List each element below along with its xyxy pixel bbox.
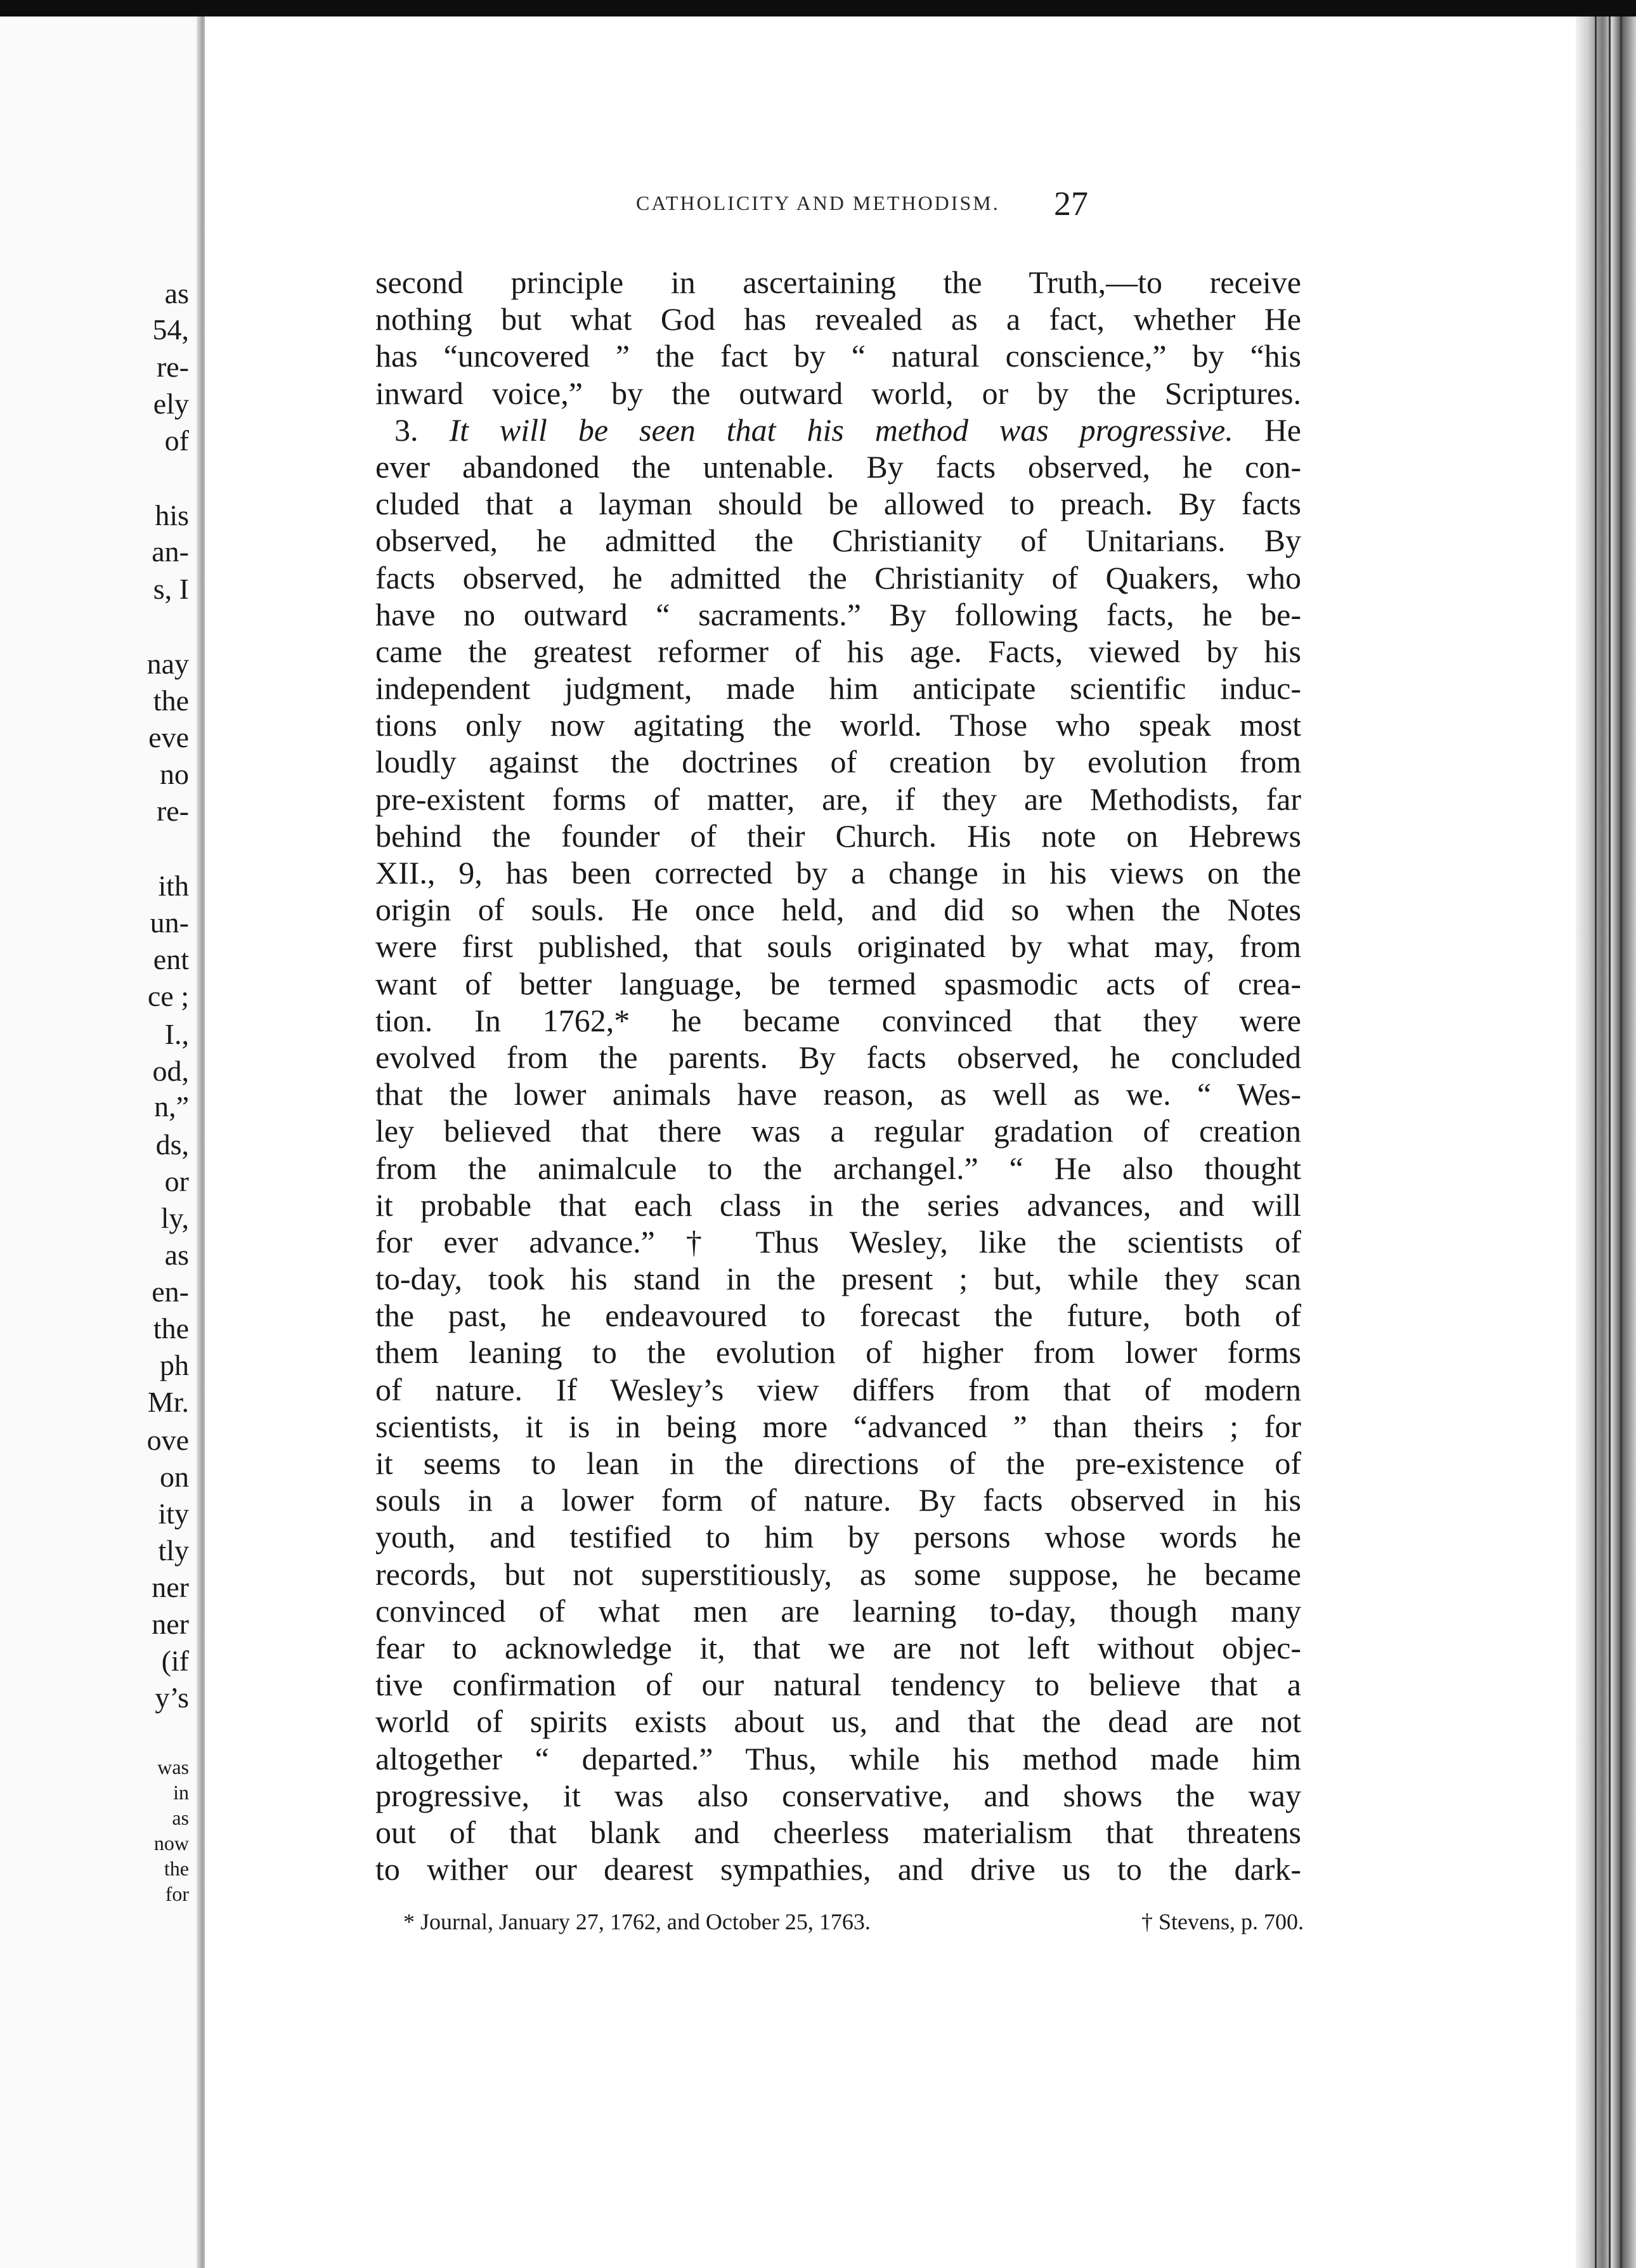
text-line: for ever advance.” † Thus Wesley, like the scientists of bbox=[375, 1223, 1301, 1260]
left-page-footnote-fragment: as bbox=[172, 1806, 189, 1829]
text-line: from the animalcule to the archangel.” “ He also thought bbox=[375, 1150, 1301, 1186]
paragraph-number: 3. bbox=[394, 412, 419, 448]
text-line: convinced of what men are learning to-day, though many bbox=[375, 1593, 1301, 1629]
text-line: world of spirits exists about us, and that the dead are not bbox=[375, 1704, 1301, 1740]
text-line: want of better language, be termed spasmodic acts of crea- bbox=[375, 965, 1301, 1001]
left-page-fragment: the bbox=[153, 1312, 189, 1345]
text-line: pre-existent forms of matter, are, if they are Methodists, far bbox=[375, 781, 1301, 817]
page-number: 27 bbox=[1054, 185, 1088, 223]
left-page-fragment: ity bbox=[158, 1497, 189, 1530]
left-page-footnote-fragment: was bbox=[157, 1756, 189, 1778]
footnotes bbox=[403, 1909, 1304, 1934]
text-line: facts observed, he admitted the Christianity of Quakers, who bbox=[375, 559, 1301, 596]
italic-thesis: It will be seen that his method was progressive. bbox=[449, 412, 1233, 448]
running-head: CATHOLICITY AND METHODISM. bbox=[636, 192, 1000, 214]
text-line: nothing but what God has revealed as a fact, whether He bbox=[375, 301, 1301, 337]
left-page-fragment: the bbox=[153, 684, 189, 717]
text-line: came the greatest reformer of his age. Facts, viewed by his bbox=[375, 633, 1301, 669]
left-page-fragment: tly bbox=[158, 1534, 189, 1567]
text-line: to-day, took his stand in the present ; but, while they scan bbox=[375, 1261, 1301, 1297]
text-line: youth, and testified to him by persons whose words he bbox=[375, 1519, 1301, 1555]
text-line: evolved from the parents. By facts observed, he concluded bbox=[375, 1039, 1301, 1075]
left-page-fragment: on bbox=[160, 1461, 189, 1493]
scan-top-edge bbox=[0, 0, 1636, 16]
text-line: ever abandoned the untenable. By facts observed, he con- bbox=[375, 448, 1301, 485]
left-page-fragment: Mr. bbox=[147, 1386, 189, 1418]
text-line: tive confirmation of our natural tendency to believe that a bbox=[375, 1667, 1301, 1703]
text-line: them leaning to the evolution of higher from lower forms bbox=[375, 1334, 1301, 1371]
left-page-fragment: s, I bbox=[153, 573, 189, 605]
text-line: behind the founder of their Church. His note on Hebrews bbox=[375, 818, 1301, 854]
paragraph-opening-line bbox=[375, 412, 1301, 448]
left-page-fragment: ent bbox=[153, 943, 189, 975]
text-line: tions only now agitating the world. Those who speak most bbox=[375, 707, 1301, 743]
left-page-fragment: ner bbox=[152, 1571, 189, 1603]
left-page-fragment: eve bbox=[148, 721, 189, 753]
left-page-footnote-fragment: in bbox=[173, 1781, 189, 1804]
left-page-fragment: ely bbox=[153, 388, 189, 420]
text-line: of nature. If Wesley’s view differs from that of modern bbox=[375, 1371, 1301, 1407]
text-line: has “uncovered ” the fact by “ natural conscience,” by “his bbox=[375, 338, 1301, 374]
left-page-fragment: en- bbox=[152, 1275, 189, 1308]
text-line: XII., 9, has been corrected by a change in his views on the bbox=[375, 855, 1301, 890]
left-page-footnote-fragment: now bbox=[153, 1832, 189, 1854]
left-page-fragment: od, bbox=[152, 1055, 189, 1087]
left-page-fragment: (if bbox=[161, 1645, 189, 1677]
text-line: it seems to lean in the directions of the pre-existence of bbox=[375, 1445, 1301, 1481]
footnote-journal: * Journal, January 27, 1762, and October 25, 1763. bbox=[403, 1909, 871, 1934]
left-page-fragment: or bbox=[164, 1165, 189, 1197]
text-line: tion. In 1762,* he became convinced that they were bbox=[375, 1002, 1301, 1038]
text-line: inward voice,” by the outward world, or by the Scriptures. bbox=[375, 375, 1301, 411]
left-page-fragment: n,” bbox=[154, 1090, 189, 1123]
text-line: out of that blank and cheerless materialism that threatens bbox=[375, 1814, 1301, 1850]
left-page-fragment: of bbox=[164, 424, 189, 457]
left-facing-page bbox=[0, 16, 205, 2268]
paragraph-tail: He bbox=[1264, 412, 1301, 448]
left-page-fragment: his bbox=[155, 499, 189, 531]
left-page-fragment: ove bbox=[146, 1424, 189, 1456]
left-page-fragment: ly, bbox=[160, 1202, 189, 1234]
text-line: ley believed that there was a regular gradation of creation bbox=[375, 1113, 1301, 1149]
text-line: were first published, that souls originated by what may, from bbox=[375, 929, 1301, 965]
text-line: to wither our dearest sympathies, and drive us to the dark- bbox=[375, 1851, 1301, 1887]
text-line: progressive, it was also conservative, and shows the way bbox=[375, 1777, 1301, 1813]
text-line: it probable that each class in the series advances, and will bbox=[375, 1187, 1301, 1223]
left-page-fragment: ce ; bbox=[147, 980, 189, 1012]
left-page-footnote-fragment: the bbox=[164, 1857, 189, 1880]
left-page-fragment: ner bbox=[152, 1608, 189, 1640]
footnote-stevens: † Stevens, p. 700. bbox=[1141, 1909, 1304, 1934]
text-line: the past, he endeavoured to forecast the future, both of bbox=[375, 1298, 1301, 1334]
text-line: fear to acknowledge it, that we are not left without objec- bbox=[375, 1629, 1301, 1665]
text-line: souls in a lower form of nature. By facts observed in his bbox=[375, 1482, 1301, 1518]
text-line: that the lower animals have reason, as well as we. “ Wes- bbox=[375, 1076, 1301, 1112]
left-page-footnote-fragment: for bbox=[165, 1882, 189, 1905]
book-fore-edge bbox=[1576, 16, 1636, 2268]
body-text bbox=[375, 264, 1301, 1887]
text-line: altogether “ departed.” Thus, while his method made him bbox=[375, 1740, 1301, 1776]
left-page-fragment: I., bbox=[164, 1018, 189, 1050]
left-page-fragment: nay bbox=[146, 648, 189, 680]
left-page-fragment: y’s bbox=[155, 1681, 189, 1714]
page-gutter bbox=[197, 16, 203, 2268]
left-page-fragment: un- bbox=[150, 906, 189, 939]
text-line: records, but not superstitiously, as some suppose, he became bbox=[375, 1556, 1301, 1592]
text-line: scientists, it is in being more “advanced ” than theirs ; for bbox=[375, 1408, 1301, 1444]
text-line: independent judgment, made him anticipate scientific induc- bbox=[375, 670, 1301, 707]
left-page-fragment: re- bbox=[156, 795, 189, 827]
text-line: cluded that a layman should be allowed to preach. By facts bbox=[375, 486, 1301, 522]
left-page-fragment: ith bbox=[158, 870, 189, 902]
text-line: origin of souls. He once held, and did so when the Notes bbox=[375, 892, 1301, 928]
text-line: have no outward “ sacraments.” By following facts, he be- bbox=[375, 596, 1301, 632]
left-page-fragment: as bbox=[164, 1239, 189, 1271]
left-page-fragment: ds, bbox=[155, 1128, 189, 1161]
text-line: loudly against the doctrines of creation by evolution from bbox=[375, 744, 1301, 780]
left-page-fragment: as bbox=[164, 277, 189, 310]
left-page-fragment: an- bbox=[152, 535, 189, 568]
left-page-fragment: ph bbox=[160, 1349, 189, 1381]
left-page-fragment: no bbox=[160, 758, 189, 790]
text-line: observed, he admitted the Christianity of Unitarians. By bbox=[375, 523, 1301, 559]
left-page-fragment: re- bbox=[156, 351, 189, 383]
left-page-fragment: 54, bbox=[152, 313, 189, 346]
text-line: second principle in ascertaining the Truth,—to receive bbox=[375, 264, 1301, 300]
